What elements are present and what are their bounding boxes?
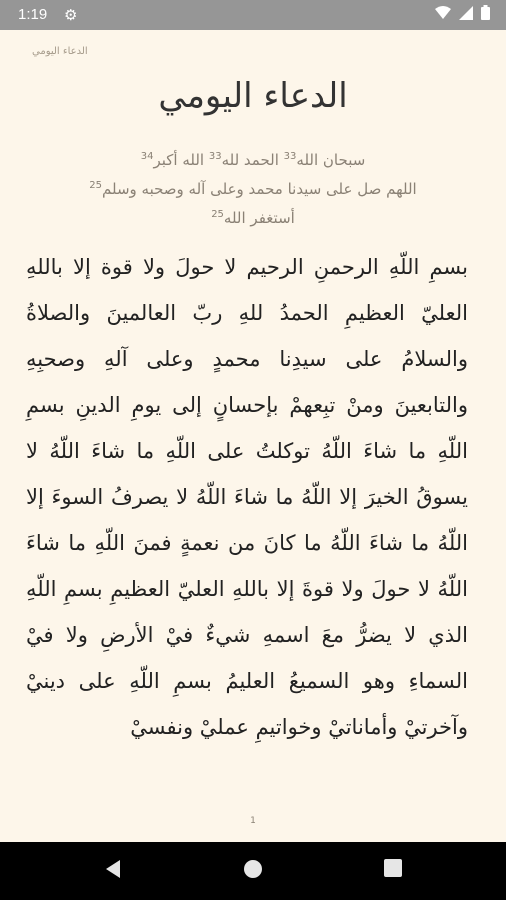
home-icon[interactable] bbox=[243, 859, 263, 883]
reader-page[interactable] bbox=[0, 30, 506, 842]
cell-signal-icon bbox=[459, 6, 473, 20]
status-time: 1:19 bbox=[18, 6, 48, 23]
gear-icon: ⚙ bbox=[64, 6, 78, 24]
dhikr-line-3: أستغفر الله$^{25}$ bbox=[211, 209, 295, 227]
dhikr-line-1: سبحان الله$^{33}$ الحمد لله$^{33}$ الله أكبر$^{34}$ bbox=[140, 151, 366, 169]
status-icons bbox=[435, 5, 490, 20]
page-number: 1 bbox=[250, 816, 256, 826]
running-header: الدعاء اليومي bbox=[32, 46, 88, 57]
dhikr-counts bbox=[0, 142, 506, 229]
dhikr-line-2: اللهم صل على سيدنا محمد وعلى آله وصحبه وسلم$^{25}$ bbox=[89, 180, 417, 198]
navigation-bar bbox=[0, 842, 506, 900]
recents-icon[interactable] bbox=[384, 859, 402, 881]
battery-icon bbox=[481, 5, 490, 20]
page-title: الدعاء اليومي bbox=[158, 76, 348, 116]
dua-body-text: بسمِ اللّهِ الرحمنِ الرحيم لا حولَ ولا قوة إلا باللهِ العليّ العظيمِ الحمدُ للهِ ربّ العالمينَ والصلاةُ والسلامُ على سيدِنا محمدٍ وعلى آلهِ وصحبِهِ والتابعينَ ومنْ تبِعهمْ بإحسانٍ إلى يومِ الدينِ بسمِ اللّهِ ما شاءَ اللّهُ توكلتُ على اللّهِ ما شاءَ اللّهُ لا يسوقُ الخيرَ إلا اللّهُ ما شاءَ اللّهُ لا يصرفُ السوءَ إلا اللّهُ ما شاءَ اللّهُ ما كانَ من نعمةٍ فمنَ اللّهِ ما شاءَ اللّهُ لا حولَ ولا قوةَ إلا باللهِ العليّ العظيمِ بسمِ اللّهِ الذي لا يضرُّ معَ اسمهِ شيءٌ فيْ الأرضِ ولا فيْ السماءِ وهو السميعُ العليمُ بسمِ اللّهِ على دينيْ وآخرتيْ وأماناتيْ وخواتيمِ عمليْ ونفسيْ bbox=[26, 255, 468, 739]
wifi-icon bbox=[435, 6, 451, 20]
status-bar bbox=[0, 0, 506, 30]
back-icon[interactable] bbox=[104, 859, 122, 883]
